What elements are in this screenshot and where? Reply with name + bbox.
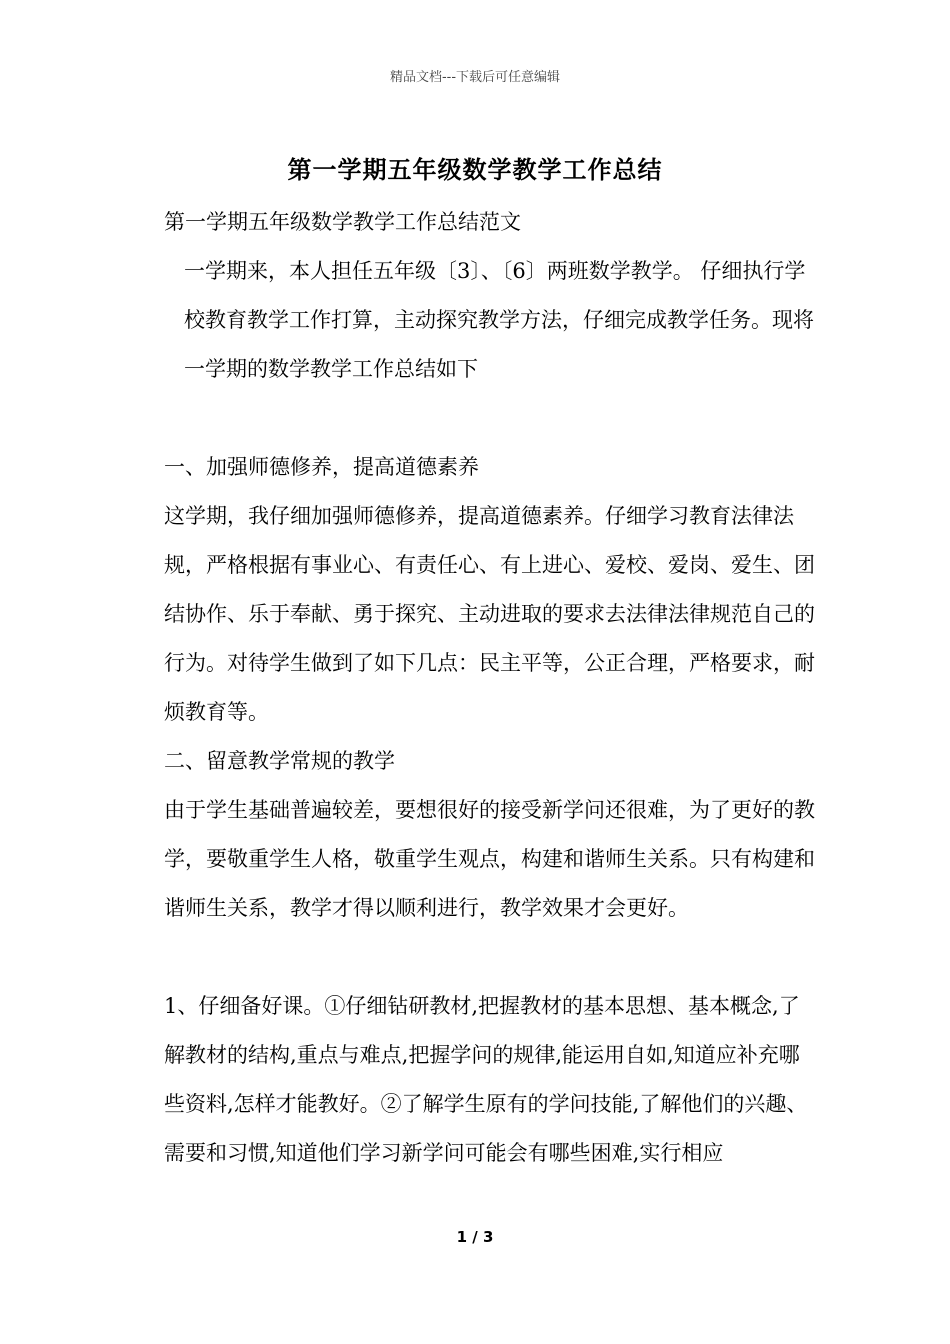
section2-paragraph: 由于学生基础普遍较差，要想很好的接受新学问还很难，为了更好的教学，要敬重学生人格，敬重学生观点，构建和谐师生关系。只有构建和谐师生关系，教学才得以顺利进行，教学效果才会更好。 (164, 798, 815, 920)
paragraph-gap (146, 933, 816, 982)
document-body (146, 198, 816, 1178)
page-number: 1 / 3 (456, 1228, 494, 1246)
document-title: 第一学期五年级数学教学工作总结 (287, 155, 663, 184)
paragraph-gap (146, 394, 816, 443)
subtitle-paragraph: 第一学期五年级数学教学工作总结范文 (164, 210, 521, 234)
intro-paragraph: 一学期来，本人担任五年级〔3〕、〔6〕两班数学教学。 仔细执行学校教育教学工作打算，主动探究教学方法，仔细完成教学任务。现将一学期的数学教学工作总结如下 (184, 259, 814, 381)
section1-heading: 一、加强师德修养，提高道德素养 (164, 455, 479, 479)
page-header: 精品文档---下载后可任意编辑 (389, 70, 561, 85)
section1-paragraph: 这学期，我仔细加强师德修养，提高道德素养。仔细学习教育法律法规，严格根据有事业心、有责任心、有上进心、爱校、爱岗、爱生、团结协作、乐于奉献、勇于探究、主动进取的要求去法律法律规范自己的行为。对待学生做到了如下几点：民主平等，公正合理，严格要求，耐烦教育等。 (164, 504, 815, 724)
section2-heading: 二、留意教学常规的教学 (164, 749, 395, 773)
item1-paragraph: 1、仔细备好课。①仔细钻研教材,把握教材的基本思想、基本概念,了解教材的结构,重点与难点,把握学问的规律,能运用自如,知道应补充哪些资料,怎样才能教好。②了解学生原有的学问技能,了解他们的兴趣、需要和习惯,知道他们学习新学问可能会有哪些困难,实行相应 (164, 994, 808, 1165)
